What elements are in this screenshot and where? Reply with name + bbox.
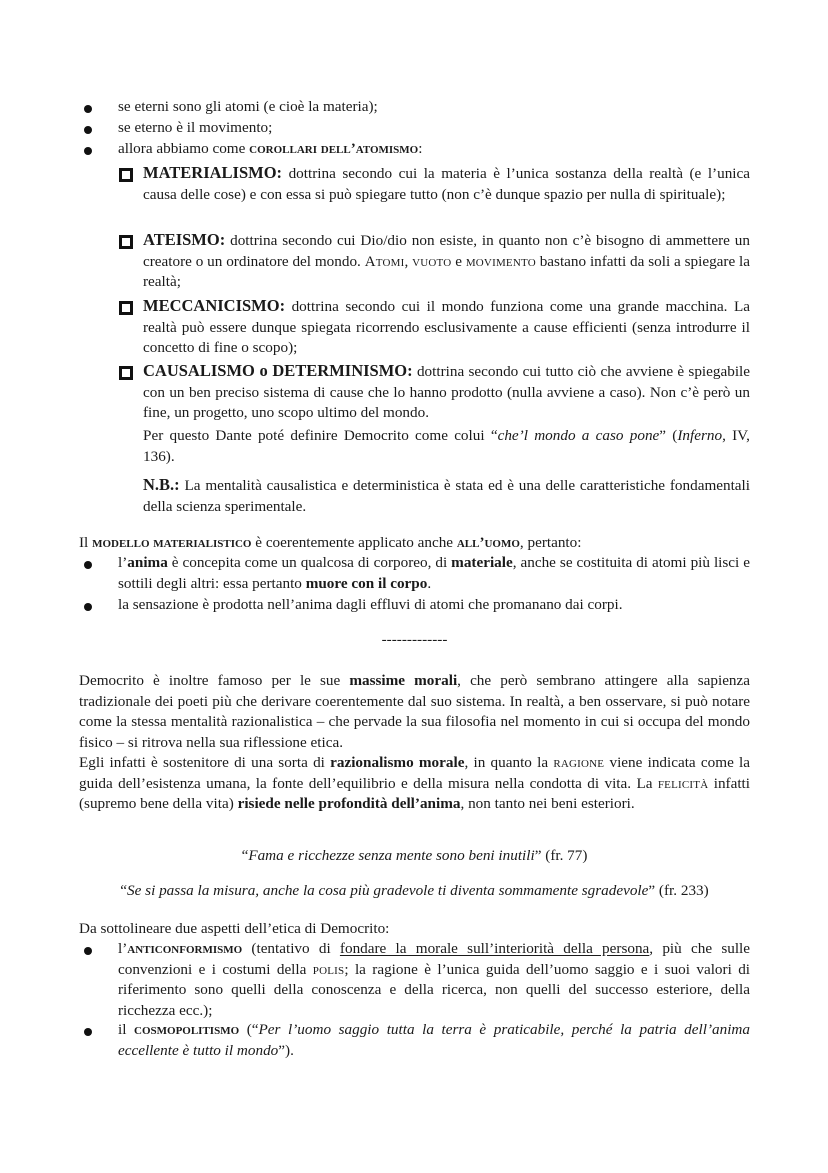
bullet-icon [84, 597, 94, 607]
square-bullet-icon [119, 168, 133, 182]
list-item-cosmopolitismo: il cosmopolitismo (“Per l’uomo saggio tutta la terra è praticabile, perché la patria dell’anima eccellente è tutto il mondo”). [118, 1021, 750, 1059]
square-bullet-icon [119, 301, 133, 315]
square-bullet-icon [119, 366, 133, 380]
list-item-anima: l’anima è concepita come un qualcosa di corporeo, di materiale, anche se costituita di atomi più lisci e sottili degli altri: essa pertanto muore con il corpo. [118, 554, 750, 592]
nb-paragraph: N.B.: La mentalità causalistica e deterministica è stata ed è una delle caratteristiche fondamentali della scienza sperimentale. [143, 475, 750, 515]
section-separator: ------------- [381, 631, 448, 648]
bullet-icon [84, 120, 94, 130]
quote-fr233: “Se si passa la misura, anche la cosa più gradevole ti diventa sommamente sgradevole” (fr. 233) [120, 882, 709, 899]
doctrine-meccanicismo: MECCANICISMO: dottrina secondo cui il mondo funziona come una grande macchina. La realtà può essere dunque spiegata ricorrendo esclusivamente a cause efficienti (senza introdurre il concetto di fine o scopo); [143, 296, 750, 357]
bullet-icon [84, 555, 94, 565]
doctrine-causalismo: CAUSALISMO o DETERMINISMO: dottrina secondo cui tutto ciò che avviene è spiegabile con un ben preciso sistema di cause che lo hanno prodotto (nulla avviene a caso). Non c’è però un fine, un progetto, uno scopo ultimo del mondo. [143, 361, 751, 422]
list-item-anticonformismo: l’anticonformismo (tentativo di fondare la morale sull’interiorità della persona, più che sulle convenzioni e i costumi della polis; la ragione è l’unica guida dell’uomo saggio e i suoi valori di riferimento sono quelli della conoscenza e della ricerca, non quelli del successo esteriore, della ricchezza ecc.); [118, 940, 751, 1019]
list-item-sensazione: la sensazione è prodotta nell’anima dagli effluvi di atomi che promanano dai corpi. [118, 596, 623, 613]
term-corollari: corollari dell’atomismo [249, 141, 419, 157]
doctrine-ateismo: ATEISMO: dottrina secondo cui Dio/dio non esiste, in quanto non c’è bisogno di ammettere un creatore o un ordinatore del mondo. Atomi, vuoto e movimento bastano infatti da soli a spiegare la realtà; [143, 230, 750, 291]
dante-paragraph: Per questo Dante poté definire Democrito come colui “che’l mondo a caso pone” (Inferno, IV, 136). [143, 427, 750, 465]
list-item: se eterni sono gli atomi (e cioè la materia); [118, 98, 378, 115]
quote-fr77: “Fama e ricchezze senza mente sono beni inutili” (fr. 77) [241, 847, 588, 864]
list-item: se eterno è il movimento; [118, 119, 273, 136]
bullet-icon [84, 1022, 94, 1032]
massime-morali-paragraph: Democrito è inoltre famoso per le sue massime morali, che però sembrano attingere alla sapienza tradizionale dei poeti più che derivare coerentemente dal suo sistema. In realtà, a ben osservare, si può notare come la stessa mentalità razionalistica – che pervade la sua filosofia nel momento in cui si occupa del mondo fisico – si ritrova nella sua riflessione etica. [79, 672, 751, 751]
list-item-corollari: allora abbiamo come corollari dell’atomismo: [118, 140, 423, 157]
square-bullet-icon [119, 235, 133, 249]
modello-paragraph: Il modello materialistico è coerentemente applicato anche all’uomo, pertanto: [79, 534, 582, 551]
bullet-icon [84, 141, 94, 151]
razionalismo-paragraph: Egli infatti è sostenitore di una sorta di razionalismo morale, in quanto la ragione viene indicata come la guida dell’esistenza umana, la fonte dell’equilibrio e della misura nella condotta di vita. La felicità infatti (supremo bene della vita) risiede nelle profondità dell’anima, non tanto nei beni esteriori. [79, 754, 751, 813]
bullet-icon [84, 941, 94, 951]
etica-intro: Da sottolineare due aspetti dell’etica di Democrito: [79, 920, 390, 937]
bullet-icon [84, 99, 94, 109]
doctrine-materialismo: MATERIALISMO: dottrina secondo cui la materia è l’unica sostanza della realtà (e l’unica causa delle cose) e con essa si può spiegare tutto (non c’è dunque spazio per nulla di spirituale); [143, 163, 750, 203]
